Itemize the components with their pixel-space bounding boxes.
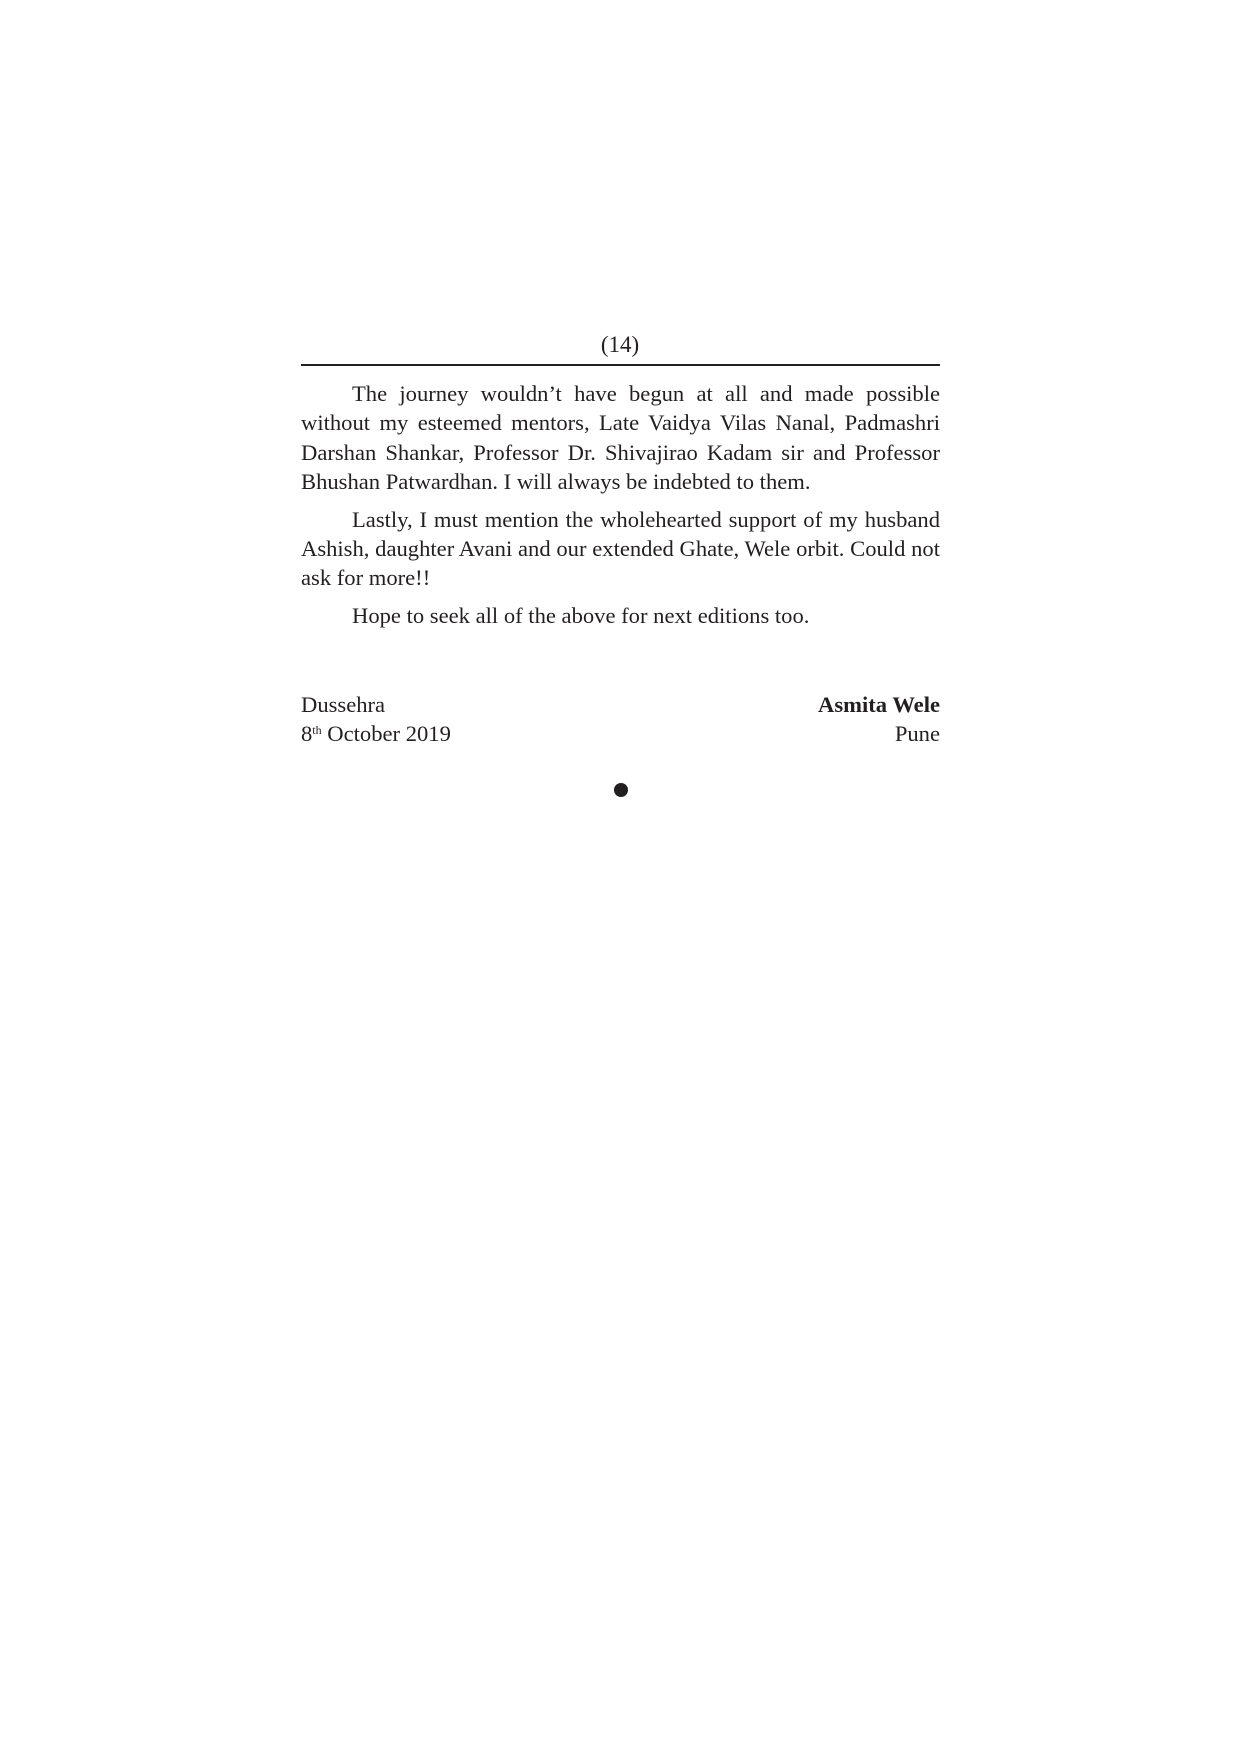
occasion: Dussehra <box>301 692 386 717</box>
author-place: Pune <box>894 721 940 747</box>
paragraph-closing: Hope to seek all of the above for next editions too. <box>352 602 810 628</box>
paragraph-family: Lastly, I must mention the wholehearted support of my husband Ashish, daughter Avani and our extended Ghate, Wele orbit. Could not ask for more!! <box>301 506 940 591</box>
page-number: (14) <box>600 332 640 357</box>
paragraph-mentors: The journey wouldn’t have begun at all and made possible without my esteemed mentors, Late Vaidya Vilas Nanal, Padmashri Darshan Shankar, Professor Dr. Shivajirao Kadam sir and Professor Bhushan Patwardhan. I will always be indebted to them. <box>301 381 940 495</box>
signoff-left <box>301 690 451 749</box>
date-day: 8 <box>301 721 313 747</box>
date-suffix: th <box>312 723 322 738</box>
date-month-year: October 2019 <box>321 721 451 747</box>
preface-body <box>301 379 940 638</box>
end-bullet-icon <box>614 783 628 797</box>
header-rule <box>301 364 940 366</box>
date <box>301 719 451 748</box>
author-name: Asmita Wele <box>818 692 940 717</box>
signoff-right <box>818 690 940 749</box>
